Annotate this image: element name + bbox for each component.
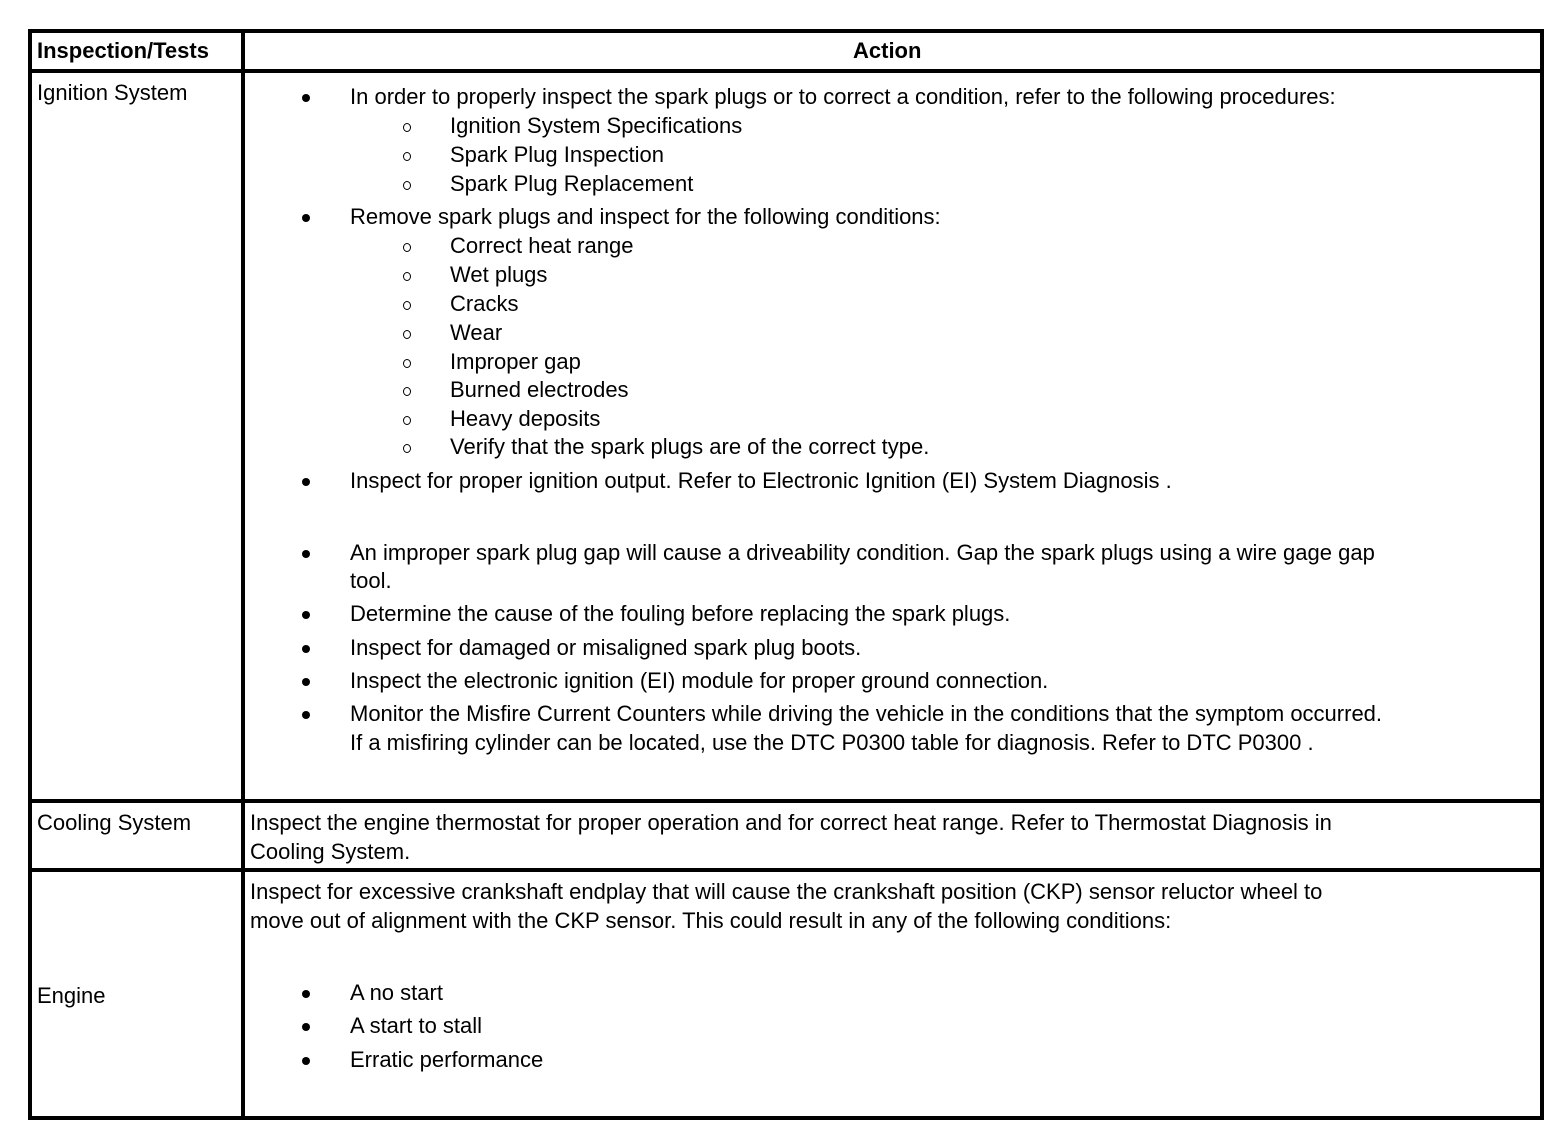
hollow-bullet-icon: [403, 152, 411, 161]
table-border-right: [1540, 29, 1544, 1120]
row-label-ignition-system: Ignition System: [37, 80, 188, 105]
list-item: Determine the cause of the fouling before replacing the spark plugs.: [350, 601, 1011, 626]
sub-list-item: Wet plugs: [450, 262, 548, 287]
bullet-icon: [302, 478, 310, 486]
list-item: Monitor the Misfire Current Counters while driving the vehicle in the conditions that the symptom occurred.: [350, 701, 1383, 726]
row-label-cooling-system: Cooling System: [37, 810, 192, 835]
list-item: A no start: [350, 980, 443, 1005]
hollow-bullet-icon: [403, 123, 411, 132]
bullet-icon: [302, 94, 310, 102]
action-text: If a misfiring cylinder can be located, use the DTC P0300 table for diagnosis. Refer to DTC P0300 .: [350, 730, 1314, 755]
hollow-bullet-icon: [403, 359, 411, 368]
action-text: Inspect for excessive crankshaft endplay that will cause the crankshaft position (CKP) sensor reluctor wheel to: [250, 879, 1323, 904]
table-border-left: [28, 29, 32, 1120]
action-text: Cooling System.: [250, 839, 411, 864]
header-action: Action: [853, 38, 922, 63]
row-divider: [28, 799, 1544, 803]
hollow-bullet-icon: [403, 444, 411, 453]
bullet-icon: [302, 645, 310, 653]
list-item: A start to stall: [350, 1013, 483, 1038]
bullet-icon: [302, 550, 310, 558]
hollow-bullet-icon: [403, 330, 411, 339]
header-inspection-tests: Inspection/Tests: [37, 38, 209, 63]
list-item: Inspect for damaged or misaligned spark plug boots.: [350, 635, 862, 660]
list-item: An improper spark plug gap will cause a driveability condition. Gap the spark plugs using a wire gage gap: [350, 540, 1375, 565]
action-text: move out of alignment with the CKP sensor. This could result in any of the following conditions:: [250, 908, 1172, 933]
bullet-icon: [302, 1023, 310, 1031]
list-item: In order to properly inspect the spark plugs or to correct a condition, refer to the following procedures:: [350, 84, 1336, 109]
row-label-engine: Engine: [37, 983, 106, 1008]
hollow-bullet-icon: [403, 416, 411, 425]
sub-list-item: Spark Plug Inspection: [450, 142, 665, 167]
sub-list-item: Burned electrodes: [450, 377, 629, 402]
sub-list-item: Improper gap: [450, 349, 581, 374]
sub-list-item: Verify that the spark plugs are of the correct type.: [450, 434, 930, 459]
hollow-bullet-icon: [403, 181, 411, 190]
sub-list-item: Wear: [450, 320, 503, 345]
hollow-bullet-icon: [403, 243, 411, 252]
list-item: Remove spark plugs and inspect for the following conditions:: [350, 204, 941, 229]
list-item: Inspect the electronic ignition (EI) module for proper ground connection.: [350, 668, 1049, 693]
hollow-bullet-icon: [403, 272, 411, 281]
column-divider: [241, 29, 245, 1120]
hollow-bullet-icon: [403, 301, 411, 310]
bullet-icon: [302, 678, 310, 686]
list-item: Inspect for proper ignition output. Refer to Electronic Ignition (EI) System Diagnosis .: [350, 468, 1172, 493]
sub-list-item: Spark Plug Replacement: [450, 171, 694, 196]
sub-list-item: Correct heat range: [450, 233, 634, 258]
bullet-icon: [302, 611, 310, 619]
table-border-bottom: [28, 1116, 1544, 1120]
bullet-icon: [302, 990, 310, 998]
table-border-top: [28, 29, 1544, 33]
sub-list-item: Cracks: [450, 291, 519, 316]
hollow-bullet-icon: [403, 387, 411, 396]
bullet-icon: [302, 214, 310, 222]
sub-list-item: Heavy deposits: [450, 406, 601, 431]
action-text: tool.: [350, 568, 392, 593]
sub-list-item: Ignition System Specifications: [450, 113, 743, 138]
list-item: Erratic performance: [350, 1047, 544, 1072]
bullet-icon: [302, 1057, 310, 1065]
action-text: Inspect the engine thermostat for proper operation and for correct heat range. Refer to Thermostat Diagnosis in: [250, 810, 1332, 835]
bullet-icon: [302, 711, 310, 719]
row-divider: [28, 69, 1544, 73]
row-divider: [28, 868, 1544, 872]
